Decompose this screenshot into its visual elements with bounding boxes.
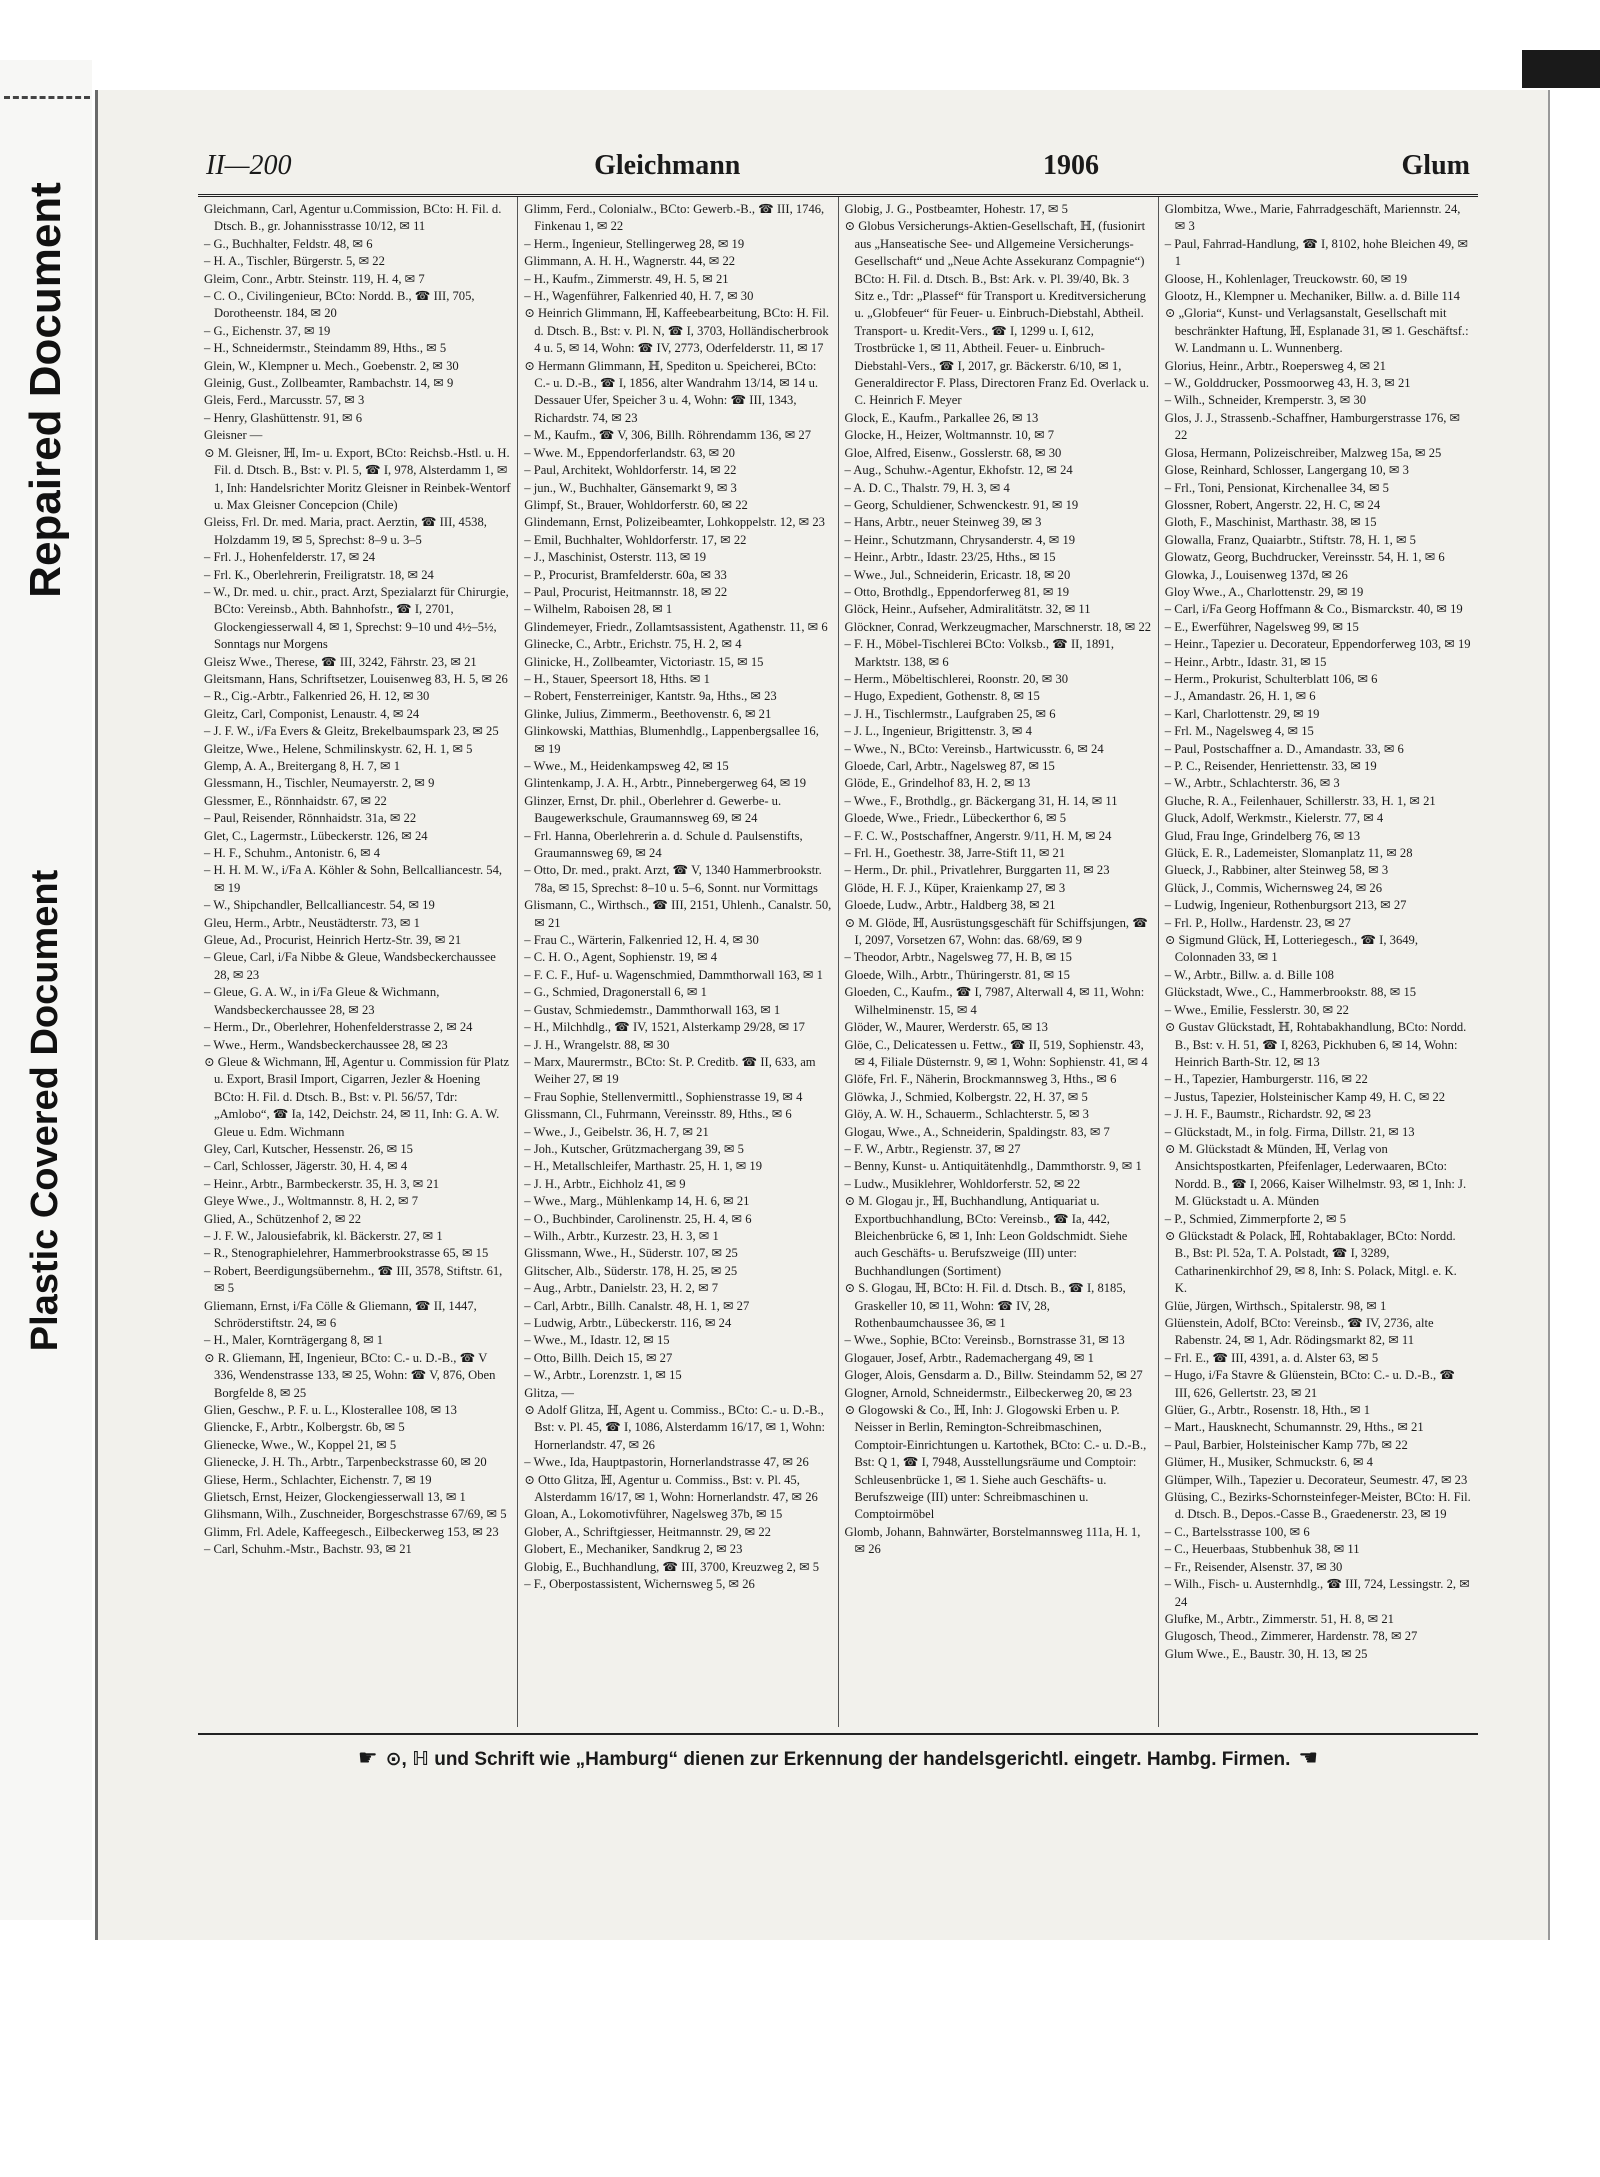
directory-entry: ⊙ Heinrich Glimmann, ℍ, Kaffeebearbeitung, BCto: H. Fil. d. Dtsch. B., Bst: v. Pl. N, ☎ I, 3703, Holländischerbrook 4 u. 5, ✉ 14, Wohn: ☎ IV, 2773, Oderfelderstr. 11, ✉ 17 (524, 306, 830, 356)
directory-entry: Gleitsmann, Hans, Schriftsetzer, Louisenweg 83, H. 5, ✉ 26 (204, 671, 508, 686)
directory-entry: Glombitza, Wwe., Marie, Fahrradgeschäft, Mariennstr. 24, ✉ 3 (1164, 202, 1461, 234)
directory-entry: Glet, C., Lagermstr., Lübeckerstr. 126, ✉ 24 (204, 828, 428, 843)
directory-entry: – W., Arbtr., Billw. a. d. Bille 108 (1164, 967, 1334, 982)
directory-entry: – Ludw., Musiklehrer, Wohldorferstr. 52, ✉ 22 (844, 1176, 1081, 1191)
directory-entry: ⊙ Glückstadt & Polack, ℍ, Rohtabaklager, BCto: Nordd. B., Bst: Pl. 52a, T. A. Polstadt, ☎ I, 3289, Catharinenkirchhof 29, ✉ 8, Inh: S. Polack, Mitgl. e. K. K. (1164, 1228, 1457, 1296)
directory-entry: Gluche, R. A., Feilenhauer, Schillerstr. 33, H. 1, ✉ 21 (1164, 793, 1436, 808)
directory-entry: – J. F. W., i/Fa Evers & Gleitz, Brekelbaumspark 23, ✉ 25 (204, 724, 499, 739)
header-left-word: Gleichmann (594, 150, 741, 181)
directory-entry: Glöfe, Frl. F., Näherin, Brockmannsweg 3, Hths., ✉ 6 (844, 1072, 1117, 1087)
directory-entry: Glindemann, Ernst, Polizeibeamter, Lohkoppelstr. 12, ✉ 23 (524, 515, 825, 530)
directory-entry: Glimmann, A. H. H., Wagnerstr. 44, ✉ 22 (524, 254, 736, 269)
directory-entry: – Herm., Ingenieur, Stellingerweg 28, ✉ 19 (524, 236, 745, 251)
directory-entry: Glück, E. R., Lademeister, Slomanplatz 11, ✉ 28 (1164, 846, 1413, 861)
directory-entry: – J. L., Ingenieur, Brigittenstr. 3, ✉ 4 (844, 724, 1032, 739)
directory-entry: – H. F., Schuhm., Antonistr. 6, ✉ 4 (204, 846, 381, 861)
directory-entry: Glossner, Robert, Angerstr. 22, H. C, ✉ 24 (1164, 497, 1381, 512)
directory-entry: Gleisner — (204, 428, 263, 443)
directory-entry: Glüe, Jürgen, Wirthsch., Spitalerstr. 98, ✉ 1 (1164, 1298, 1387, 1313)
directory-entry: – Gustav, Schmiedemstr., Dammthorwall 163, ✉ 1 (524, 1002, 781, 1017)
directory-entry: – Wwe., M., Heidenkampsweg 42, ✉ 15 (524, 759, 729, 773)
directory-entry: Glitscher, Alb., Süderstr. 178, H. 25, ✉ 25 (524, 1263, 738, 1278)
directory-entry: Gloede, Wwe., Friedr., Lübeckerthor 6, ✉ 5 (844, 811, 1067, 826)
directory-entry: – J. F. W., Jalousiefabrik, kl. Bäckerstr. 27, ✉ 1 (204, 1228, 443, 1243)
directory-entry: Glein, W., Klempner u. Mech., Goebenstr. 2, ✉ 30 (204, 358, 459, 373)
directory-entry: – Aug., Schuhw.-Agentur, Ekhofstr. 12, ✉ 24 (844, 463, 1073, 478)
directory-entry: Gloede, Wilh., Arbtr., Thüringerstr. 81, ✉ 15 (844, 967, 1070, 982)
directory-entry: Glomb, Johann, Bahnwärter, Borstelmannsweg 111a, H. 1, ✉ 26 (844, 1524, 1141, 1557)
plastic-covered-document-label: Plastic Covered Document (24, 869, 67, 1351)
directory-entry: – Mart., Hausknecht, Schumannstr. 29, Hths., ✉ 21 (1164, 1420, 1424, 1435)
directory-entry: – A. D. C., Thalstr. 79, H. 3, ✉ 4 (844, 480, 1010, 495)
directory-entry: – Paul, Fahrrad-Handlung, ☎ I, 8102, hohe Bleichen 49, ✉ 1 (1164, 236, 1468, 269)
directory-entry: ⊙ S. Glogau, ℍ, BCto: H. Fil. d. Dtsch. B., ☎ I, 8185, Graskeller 10, ✉ 11, Wohn: ☎ IV, 28, Rothenbaumchaussee 36, ✉ 1 (844, 1281, 1126, 1330)
directory-entry: – Carl, Arbtr., Billh. Canalstr. 48, H. 1, ✉ 27 (524, 1298, 750, 1313)
directory-entry: Glinke, Julius, Zimmerm., Beethovenstr. 6, ✉ 21 (524, 706, 772, 721)
directory-entry: Glimm, Ferd., Colonialw., BCto: Gewerb.-B., ☎ III, 1746, Finkenau 1, ✉ 22 (524, 202, 825, 234)
directory-entry: Gloy Wwe., A., Charlottenstr. 29, ✉ 19 (1164, 584, 1364, 599)
directory-entry: – Paul, Barbier, Holsteinischer Kamp 77b, ✉ 22 (1164, 1437, 1408, 1452)
directory-entry: – Wwe., N., BCto: Vereinsb., Hartwicusstr. 6, ✉ 24 (844, 741, 1104, 756)
directory-entry: Glüenstein, Adolf, BCto: Vereinsb., ☎ IV, 2736, alte Rabenstr. 24, ✉ 1, Adr. Rödingsmarkt 82, ✉ 11 (1164, 1316, 1434, 1348)
directory-entry: – Hans, Arbtr., neuer Steinweg 39, ✉ 3 (844, 515, 1042, 530)
directory-entry: – C., Bartelsstrasse 100, ✉ 6 (1164, 1524, 1310, 1539)
directory-entry: – Paul, Procurist, Heitmannstr. 18, ✉ 22 (524, 584, 728, 599)
directory-entry: Gloeden, C., Kaufm., ☎ I, 7987, Alterwall 4, ✉ 11, Wohn: Wilhelminenstr. 15, ✉ 4 (844, 985, 1145, 1017)
directory-entry: Glintenkamp, J. A. H., Arbtr., Pinnebergerweg 64, ✉ 19 (524, 776, 807, 791)
directory-entry: – H., Tapezier, Hamburgerstr. 116, ✉ 22 (1164, 1072, 1368, 1087)
directory-entry: – Carl, Schuhm.-Mstr., Bachstr. 93, ✉ 21 (204, 1542, 412, 1557)
directory-entry: Gleis, Ferd., Marcusstr. 57, ✉ 3 (204, 393, 365, 408)
directory-entry: Globig, E., Buchhandlung, ☎ III, 3700, Kreuzweg 2, ✉ 5 (524, 1559, 820, 1574)
directory-entry: Glied, A., Schützenhof 2, ✉ 22 (204, 1211, 362, 1226)
directory-entry: – Frau C., Wärterin, Falkenried 12, H. 4, ✉ 30 (524, 933, 759, 948)
directory-entry: – Ludwig, Arbtr., Lübeckerstr. 116, ✉ 24 (524, 1316, 732, 1330)
column-1 (198, 197, 518, 1727)
directory-entry: – Otto, Billh. Deich 15, ✉ 27 (524, 1350, 673, 1365)
pointing-hand-icon: ☚ (1298, 1745, 1319, 1770)
directory-entry: Gleue, Ad., Procurist, Heinrich Hertz-Str. 39, ✉ 21 (204, 933, 462, 948)
directory-entry: Glueck, J., Rabbiner, alter Steinweg 58, ✉ 3 (1164, 863, 1389, 878)
directory-entry: – C. H. O., Agent, Sophienstr. 19, ✉ 4 (524, 950, 718, 965)
directory-entry: Glootz, H., Klempner u. Mechaniker, Billw. a. d. Bille 114 (1164, 289, 1460, 304)
directory-entry: – Georg, Schuldiener, Schwenckestr. 91, ✉ 19 (844, 497, 1079, 512)
directory-entry: – P., Procurist, Bramfelderstr. 60a, ✉ 33 (524, 567, 727, 582)
directory-entry: ⊙ Globus Versicherungs-Aktien-Gesellschaft, ℍ, (fusionirt aus „Hanseatische See- und Allgemeine Versicherungs-Gesellschaft“ und „Neue Achte Assekuranz Compagnie“) BCto: H. Fil. d. Dtsch. B., Bst: Ark. v. Pl. 39/40, Bk. 3 Sitz e., Tdr: „Plassef“ für Transport u. Kreditversicherung u. „Globfeuer“ für Feuer- u. Einbruch-Diebstahl, Abtheil. Transport- u. Kredit-Vers., ☎ I, 1299 u. I, 612, Trostbrücke 1, ✉ 11, Abtheil. Feuer- u. Einbruch-Diebstahl-Vers., ☎ I, 2017, gr. Bäckerstr. 6/10, ✉ 1, Generaldirector F. Plass, Directoren Franz Ed. Overlack u. C. Heinrich F. Meyer (844, 219, 1149, 408)
directory-entry: – J. H., Tischlermstr., Laufgraben 25, ✉ 6 (844, 706, 1056, 721)
directory-entry: – Herm., Prokurist, Schulterblatt 106, ✉ 6 (1164, 671, 1378, 686)
directory-entry: Glessmann, H., Tischler, Neumayerstr. 2, ✉ 9 (204, 776, 435, 791)
directory-entry: Glosa, Hermann, Polizeischreiber, Malzweg 15a, ✉ 25 (1164, 445, 1442, 460)
directory-entry: Glum Wwe., E., Baustr. 30, H. 13, ✉ 25 (1164, 1646, 1368, 1661)
directory-entry: ⊙ R. Gliemann, ℍ, Ingenieur, BCto: C.- u. D.-B., ☎ V 336, Wendenstrasse 133, ✉ 25, Wohn: ☎ V, 876, Oben Borgfelde 8, ✉ 25 (204, 1350, 496, 1400)
directory-entry: ⊙ „Gloria“, Kunst- und Verlagsanstalt, Gesellschaft mit beschränkter Haftung, ℍ, Esplanade 31, ✉ 1. Geschäftsf.: W. Landmann u. L. Wunnenberg. (1164, 306, 1469, 356)
directory-entry: – Wwe., Ida, Hauptpastorin, Hornerlandstrasse 47, ✉ 26 (524, 1455, 809, 1470)
directory-entry: – C. O., Civilingenieur, BCto: Nordd. B., ☎ III, 705, Dorotheenstr. 184, ✉ 20 (204, 289, 475, 321)
directory-entry: – F. C. W., Postschaffner, Angerstr. 9/11, H. M, ✉ 24 (844, 828, 1112, 843)
directory-entry: – R., Stenographielehrer, Hammerbrookstrasse 65, ✉ 15 (204, 1246, 489, 1261)
directory-entry: Glufke, M., Arbtr., Zimmerstr. 51, H. 8, ✉ 21 (1164, 1611, 1394, 1626)
directory-entry: Glien, Geschw., P. F. u. L., Klosterallee 108, ✉ 13 (204, 1403, 457, 1418)
directory-entry: – Heinr., Arbtr., Barmbeckerstr. 35, H. 3, ✉ 21 (204, 1176, 440, 1191)
directory-entry: – P. C., Reisender, Henriettenstr. 33, ✉ 19 (1164, 759, 1377, 773)
directory-entry: – C., Heuerbaas, Stubbenhuk 38, ✉ 11 (1164, 1542, 1360, 1557)
directory-entry: – Emil, Buchhalter, Wohldorferstr. 17, ✉ 22 (524, 532, 747, 547)
directory-entry: – Glückstadt, M., in folg. Firma, Dillstr. 21, ✉ 13 (1164, 1124, 1415, 1139)
directory-entry: Globert, E., Mechaniker, Sandkrug 2, ✉ 23 (524, 1542, 743, 1557)
directory-entry: – W., Arbtr., Schlachterstr. 36, ✉ 3 (1164, 776, 1340, 791)
directory-entry: – Joh., Kutscher, Grützmachergang 39, ✉ 5 (524, 1141, 744, 1156)
directory-entry: – H. H. M. W., i/Fa A. Köhler & Sohn, Bellcalliancestr. 54, ✉ 19 (204, 863, 503, 895)
directory-entry: Glinicke, H., Zollbeamter, Victoriastr. 15, ✉ 15 (524, 654, 764, 669)
directory-entry: – Gleue, Carl, i/Fa Nibbe & Gleue, Wandsbeckerchaussee 28, ✉ 23 (204, 950, 496, 982)
directory-entry: – Wilh., Arbtr., Kurzestr. 23, H. 3, ✉ 1 (524, 1228, 719, 1243)
directory-entry: – Frl. J., Hohenfelderstr. 17, ✉ 24 (204, 550, 376, 565)
directory-entry: – R., Cig.-Arbtr., Falkenried 26, H. 12, ✉ 30 (204, 689, 430, 704)
directory-entry: Glietsch, Ernst, Heizer, Glockengiesserwall 13, ✉ 1 (204, 1490, 466, 1505)
directory-entry: – Frl. K., Oberlehrerin, Freiligratstr. 18, ✉ 24 (204, 567, 434, 582)
directory-entry: – Wwe., M., Idastr. 12, ✉ 15 (524, 1333, 670, 1348)
directory-entry: – W., Arbtr., Lorenzstr. 1, ✉ 15 (524, 1368, 682, 1383)
directory-entry: Glissmann, Wwe., H., Süderstr. 107, ✉ 25 (524, 1246, 738, 1261)
directory-entry: Glöde, H. F. J., Küper, Kraienkamp 27, ✉ 3 (844, 880, 1066, 895)
directory-entry: Glöde, E., Grindelhof 83, H. 2, ✉ 13 (844, 776, 1031, 791)
directory-entry: ⊙ Otto Glitza, ℍ, Agentur u. Commiss., Bst: v. Pl. 45, Alsterdamm 16/17, ✉ 1, Wohn: Hornerlandstr. 47, ✉ 26 (524, 1472, 818, 1505)
directory-entry: Glümer, H., Musiker, Schmuckstr. 6, ✉ 4 (1164, 1455, 1373, 1470)
directory-entry: ⊙ Sigmund Glück, ℍ, Lotteriegesch., ☎ I, 3649, Colonnaden 33, ✉ 1 (1164, 933, 1418, 965)
directory-entry: – H., Kaufm., Zimmerstr. 49, H. 5, ✉ 21 (524, 271, 729, 286)
directory-entry: – G., Eichenstr. 37, ✉ 19 (204, 323, 331, 338)
directory-entry: ⊙ Gustav Glückstadt, ℍ, Rohtabakhandlung, BCto: Nordd. B., Bst: v. H. 51, ☎ I, 8263, Pickhuben 6, ✉ 14, Wohn: Heinrich Barth-Str. 12, ✉ 13 (1164, 1020, 1467, 1069)
directory-entry: – H., Stauer, Speersort 18, Hths. ✉ 1 (524, 671, 710, 686)
directory-entry: – Wwe., Jul., Schneiderin, Ericastr. 18, ✉ 20 (844, 567, 1071, 582)
directory-entry: Glorius, Heinr., Arbtr., Roepersweg 4, ✉ 21 (1164, 358, 1386, 373)
directory-entry: – J. H., Wrangelstr. 88, ✉ 30 (524, 1037, 670, 1052)
directory-entry: – H., Metallschleifer, Marthastr. 25, H. 1, ✉ 19 (524, 1159, 762, 1174)
directory-entry: – J. H. F., Baumstr., Richardstr. 92, ✉ 23 (1164, 1107, 1371, 1122)
directory-entry: Gleitz, Carl, Componist, Lenaustr. 4, ✉ 24 (204, 706, 420, 721)
directory-entry: – Wwe., J., Geibelstr. 36, H. 7, ✉ 21 (524, 1124, 709, 1139)
directory-entry: Glinzer, Ernst, Dr. phil., Oberlehrer d. Gewerbe- u. Baugewerkschule, Graumannsweg 69, ✉ 24 (524, 793, 782, 826)
directory-entry: Glüer, G., Arbtr., Rosenstr. 18, Hth., ✉ 1 (1164, 1403, 1370, 1418)
directory-entry: Glocke, H., Heizer, Woltmannstr. 10, ✉ 7 (844, 428, 1055, 443)
directory-entry: – Wwe., Sophie, BCto: Vereinsb., Bornstrasse 31, ✉ 13 (844, 1333, 1125, 1348)
directory-entry: – Herm., Dr. phil., Privatlehrer, Burggarten 11, ✉ 23 (844, 863, 1110, 878)
directory-entry: – F. H., Möbel-Tischlerei BCto: Volksb., ☎ II, 1891, Marktstr. 138, ✉ 6 (844, 637, 1114, 669)
page-footer (198, 1733, 1478, 1771)
directory-entry: ⊙ M. Glückstadt & Münden, ℍ, Verlag von Ansichtspostkarten, Pfeifenlager, Lederwaaren, BCto: Nordd. B., ☎ I, 2066, Kaiser Wilhelmstr. 93, ✉ 1, Inh: J. M. Glückstadt u. A. Münden (1164, 1141, 1467, 1209)
directory-entry: – Carl, Schlosser, Jägerstr. 30, H. 4, ✉ 4 (204, 1159, 408, 1174)
directory-entry: – Frl. H., Goethestr. 38, Jarre-Stift 11, ✉ 21 (844, 846, 1066, 861)
directory-entry: Glinkowski, Matthias, Blumenhdlg., Lappenbergsallee 16, ✉ 19 (524, 724, 819, 756)
directory-entry: Glos, J. J., Strassenb.-Schaffner, Hamburgerstrasse 176, ✉ 22 (1164, 410, 1461, 443)
directory-entry: – F. W., Arbtr., Regienstr. 37, ✉ 27 (844, 1141, 1021, 1156)
directory-entry: Gleye Wwe., J., Woltmannstr. 8, H. 2, ✉ 7 (204, 1194, 419, 1209)
directory-entry: – W., Golddrucker, Possmoorweg 43, H. 3, ✉ 21 (1164, 376, 1411, 391)
directory-entry: ⊙ Adolf Glitza, ℍ, Agent u. Commiss., BCto: C.- u. D.-B., Bst: v. Pl. 45, ☎ I, 1086, Alsterdamm 16/17, ✉ 1, Wohn: Hornerlandstr. 47, ✉ 26 (524, 1403, 825, 1452)
black-tab-marker (1522, 50, 1600, 88)
directory-entry: Glock, E., Kaufm., Parkallee 26, ✉ 13 (844, 410, 1039, 425)
directory-entry: – Benny, Kunst- u. Antiquitätenhdlg., Dammthorstr. 9, ✉ 1 (844, 1159, 1142, 1174)
directory-entry: – H., Wagenführer, Falkenried 40, H. 7, ✉ 30 (524, 289, 754, 304)
directory-entry: – Henry, Glashüttenstr. 91, ✉ 6 (204, 410, 363, 425)
directory-entry: – Theodor, Arbtr., Nagelsweg 77, H. B, ✉ 15 (844, 950, 1072, 965)
directory-entry: Gliemann, Ernst, i/Fa Cölle & Gliemann, ☎ II, 1447, Schröderstiftstr. 24, ✉ 6 (204, 1298, 477, 1330)
page-header (198, 150, 1478, 197)
directory-entry: – Frau Sophie, Stellenvermittl., Sophienstrasse 19, ✉ 4 (524, 1089, 803, 1104)
directory-entry: Globig, J. G., Postbeamter, Hohestr. 17, ✉ 5 (844, 202, 1068, 216)
directory-entry: Glöe, C., Delicatessen u. Fettw., ☎ II, 519, Sophienstr. 43, ✉ 4, Filiale Düsternstr. 9, ✉ 1, Wohn: Sophienstr. 41, ✉ 4 (844, 1037, 1148, 1069)
directory-entry: – H., Maler, Kornträgergang 8, ✉ 1 (204, 1333, 384, 1348)
directory-entry: – Heinr., Schutzmann, Chrysanderstr. 4, ✉ 19 (844, 532, 1076, 547)
directory-entry: – G., Buchhalter, Feldstr. 48, ✉ 6 (204, 236, 373, 251)
directory-entry: – W., Dr. med. u. chir., pract. Arzt, Spezialarzt für Chirurgie, BCto: Vereinsb., Abth. Bahnhofstr., ☎ I, 2701, Glockengiesserwall 4, ✉ 1, Sprechst: 9–10 und 4½–5½, Sonntags nur Morgens (204, 584, 509, 652)
directory-entry: – O., Buchbinder, Carolinenstr. 25, H. 4, ✉ 6 (524, 1211, 752, 1226)
directory-entry: Glose, Reinhard, Schlosser, Langergang 10, ✉ 3 (1164, 463, 1409, 478)
directory-entry: Glück, J., Commis, Wichernsweg 24, ✉ 26 (1164, 880, 1382, 895)
column-4 (1159, 197, 1478, 1727)
directory-entry: – J. H., Arbtr., Eichholz 41, ✉ 9 (524, 1176, 686, 1191)
directory-entry: Glogner, Arnold, Schneidermstr., Eilbeckerweg 20, ✉ 23 (844, 1385, 1132, 1400)
directory-entry: – Otto, Brothdlg., Eppendorferweg 81, ✉ 19 (844, 584, 1070, 599)
directory-entry: Glober, A., Schriftgiesser, Heitmannstr. 29, ✉ 22 (524, 1524, 771, 1539)
directory-entry: Glückstadt, Wwe., C., Hammerbrookstr. 88, ✉ 15 (1164, 985, 1417, 1000)
directory-entry: – Paul, Postschaffner a. D., Amandastr. 33, ✉ 6 (1164, 741, 1404, 756)
directory-entry: – Wwe. M., Eppendorferlandstr. 63, ✉ 20 (524, 445, 735, 460)
directory-entry: ⊙ M. Glogau jr., ℍ, Buchhandlung, Antiquariat u. Exportbuchhandlung, BCto: Vereinsb., ☎ Ia, 442, Bleichenbrücke 6, ✉ 1, Inh: Leon Goldschmidt. Siehe auch Geschäfts- u. Berufszweige (III) unter: Buchhandlungen (Sortiment) (844, 1194, 1128, 1278)
directory-entry: Glugosch, Theod., Zimmerer, Hardenstr. 78, ✉ 27 (1164, 1629, 1418, 1644)
pointing-hand-icon: ☛ (357, 1745, 378, 1770)
directory-entry: – Frl., Toni, Pensionat, Kirchenallee 34, ✉ 5 (1164, 480, 1389, 495)
directory-entry: – F., Oberpostassistent, Wichernsweg 5, ✉ 26 (524, 1577, 755, 1592)
directory-entry: ⊙ Hermann Glimmann, ℍ, Spediton u. Speicherei, BCto: C.- u. D.-B., ☎ I, 1856, alter Wandrahm 13/14, ✉ 14 u. Dessauer Ufer, Speicher 3 u. 4, Wohn: ☎ III, 1343, Richardstr. 74, ✉ 23 (524, 358, 819, 425)
directory-entry: – Aug., Arbtr., Danielstr. 23, H. 2, ✉ 7 (524, 1281, 719, 1296)
directory-entry: – Frl. Hanna, Oberlehrerin a. d. Schule d. Paulsenstifts, Graumannsweg 69, ✉ 24 (524, 828, 803, 861)
directory-entry: Glowalla, Franz, Quaiarbtr., Stiftstr. 78, H. 1, ✉ 5 (1164, 532, 1416, 547)
directory-entry: – P., Schmied, Zimmerpforte 2, ✉ 5 (1164, 1211, 1346, 1226)
directory-entry: – Herm., Möbeltischlerei, Roonstr. 20, ✉ 30 (844, 671, 1069, 686)
directory-entry: – Wilhelm, Raboisen 28, ✉ 1 (524, 602, 673, 617)
directory-entry: Glienecke, J. H. Th., Arbtr., Tarpenbeckstrasse 60, ✉ 20 (204, 1455, 487, 1470)
directory-entry: – H. A., Tischler, Bürgerstr. 5, ✉ 22 (204, 254, 385, 269)
directory-entry: Glöwka, J., Schmied, Kolbergstr. 22, H. 37, ✉ 5 (844, 1089, 1088, 1104)
directory-entry: – Karl, Charlottenstr. 29, ✉ 19 (1164, 706, 1320, 721)
directory-entry: – Heinr., Arbtr., Idastr. 23/25, Hths., ✉ 15 (844, 550, 1056, 565)
directory-entry: ⊙ M. Gleisner, ℍ, Im- u. Export, BCto: Reichsb.-Hstl. u. H. Fil. d. Dtsch. B., Bst: v. Pl. 5, ☎ I, 978, Alsterdamm 1, ✉ 1, Inh: Handelsrichter Moritz Gleisner in Reinbek-Wentorf u. Max Gleisner Concepcion (Chile) (204, 445, 511, 512)
directory-entry: – Wilh., Fisch- u. Austernhdlg., ☎ III, 724, Lessingstr. 2, ✉ 24 (1164, 1577, 1470, 1609)
directory-entry: – M., Kaufm., ☎ V, 306, Billh. Röhrendamm 136, ✉ 27 (524, 428, 811, 443)
directory-entry: Gloede, Ludw., Arbtr., Haldberg 38, ✉ 21 (844, 898, 1056, 913)
directory-entry: Gleinig, Gust., Zollbeamter, Rambachstr. 14, ✉ 9 (204, 376, 454, 391)
directory-entry: Glihsmann, Wilh., Zuschneider, Borgeschstrasse 67/69, ✉ 5 (204, 1507, 507, 1522)
directory-page (95, 90, 1550, 1940)
directory-entry: ⊙ Gleue & Wichmann, ℍ, Agentur u. Commission für Platz u. Export, Brasil Import, Cigarren, Jezler & Hoening BCto: H. Fil. d. Dtsch. B., Bst: v. Pl. 56/57, Tdr: „Amlobo“, ☎ Ia, 142, Deichstr. 24, ✉ 11, Inh: G. A. W. Gleue u. Edm. Wichmann (204, 1054, 510, 1139)
directory-entry: – Frl. M., Nagelsweg 4, ✉ 15 (1164, 724, 1314, 739)
directory-entry: Glogau, Wwe., A., Schneiderin, Spaldingstr. 83, ✉ 7 (844, 1124, 1110, 1139)
directory-entry: – J., Maschinist, Osterstr. 113, ✉ 19 (524, 550, 707, 565)
column-3 (839, 197, 1159, 1727)
directory-entry: Gleim, Conr., Arbtr. Steinstr. 119, H. 4, ✉ 7 (204, 271, 425, 286)
directory-entry: Gliencke, F., Arbtr., Kolbergstr. 6b, ✉ 5 (204, 1420, 405, 1435)
directory-entry: – Paul, Architekt, Wohldorferstr. 14, ✉ 22 (524, 463, 737, 478)
directory-entry: – H., Schneidermstr., Steindamm 89, Hths., ✉ 5 (204, 341, 447, 356)
directory-entry: Glöy, A. W. H., Schauerm., Schlachterstr. 5, ✉ 3 (844, 1107, 1089, 1122)
directory-entry: – Wwe., Herm., Wandsbeckerchaussee 28, ✉ 23 (204, 1037, 448, 1052)
directory-entry: Glismann, C., Wirthsch., ☎ III, 2151, Uhlenh., Canalstr. 50, ✉ 21 (524, 898, 832, 930)
directory-entry: Gloose, H., Kohlenlager, Treuckowstr. 60, ✉ 19 (1164, 271, 1408, 286)
directory-entry: ⊙ M. Glöde, ℍ, Ausrüstungsgeschäft für Schiffsjungen, ☎ I, 2097, Vorsetzen 67, Wohn: das. 68/69, ✉ 9 (844, 915, 1148, 948)
directory-entry: Gley, Carl, Kutscher, Hessenstr. 26, ✉ 15 (204, 1141, 413, 1156)
directory-entry: – Ludwig, Ingenieur, Rothenburgsort 213, ✉ 27 (1164, 898, 1407, 913)
directory-entry: Gleiss, Frl. Dr. med. Maria, pract. Aerztin, ☎ III, 4538, Holzdamm 19, ✉ 5, Sprechst: 8–9 u. 3–5 (204, 515, 487, 547)
directory-entry: Gleu, Herm., Arbtr., Neustädterstr. 73, ✉ 1 (204, 915, 420, 930)
directory-entry: Glowatz, Georg, Buchdrucker, Vereinsstr. 54, H. 1, ✉ 6 (1164, 550, 1445, 565)
directory-entry: – Wwe., F., Brothdlg., gr. Bäckergang 31, H. 14, ✉ 11 (844, 793, 1118, 808)
directory-entry: – Wwe., Marg., Mühlenkamp 14, H. 6, ✉ 21 (524, 1194, 750, 1209)
directory-entry: – Frl. E., ☎ III, 4391, a. d. Alster 63, ✉ 5 (1164, 1350, 1379, 1365)
page-number: II—200 (206, 150, 292, 181)
directory-entry: Glindemeyer, Friedr., Zollamtsassistent, Agathenstr. 11, ✉ 6 (524, 619, 828, 634)
directory-entry: – Wilh., Schneider, Kremperstr. 3, ✉ 30 (1164, 393, 1367, 408)
header-right-word: Glum (1401, 150, 1470, 181)
column-2 (518, 197, 838, 1727)
directory-entry: – W., Shipchandler, Bellcalliancestr. 54, ✉ 19 (204, 898, 435, 913)
directory-entry: – Fr., Reisender, Alsenstr. 37, ✉ 30 (1164, 1559, 1343, 1574)
directory-entry: – jun., W., Buchhalter, Gänsemarkt 9, ✉ 3 (524, 480, 737, 495)
directory-entry: Glitza, — (524, 1385, 574, 1400)
directory-entry: – E., Ewerführer, Nagelsweg 99, ✉ 15 (1164, 619, 1359, 634)
directory-entry: – Wwe., Emilie, Fesslerstr. 30, ✉ 22 (1164, 1002, 1349, 1017)
directory-entry: Gluck, Adolf, Werkmstr., Kielerstr. 77, ✉ 4 (1164, 811, 1384, 826)
directory-entry: – Frl. P., Hollw., Hardenstr. 23, ✉ 27 (1164, 915, 1351, 930)
directory-entry: Gloth, F., Maschinist, Marthastr. 38, ✉ 15 (1164, 515, 1377, 530)
directory-entry: Glöck, Heinr., Aufseher, Admiralitätstr. 32, ✉ 11 (844, 602, 1091, 617)
directory-entry: – Otto, Dr. med., prakt. Arzt, ☎ V, 1340 Hammerbrookstr. 78a, ✉ 15, Sprechst: 8–10 u. 5–6, Sonnt. nur Vormittags (524, 863, 822, 895)
directory-entry: Glöder, W., Maurer, Werderstr. 65, ✉ 13 (844, 1020, 1048, 1035)
directory-entry: – Carl, i/Fa Georg Hoffmann & Co., Bismarckstr. 40, ✉ 19 (1164, 602, 1463, 617)
directory-entry: Glimpf, St., Brauer, Wohldorferstr. 60, ✉ 22 (524, 497, 748, 512)
directory-entry: Glüsing, C., Bezirks-Schornsteinfeger-Meister, BCto: H. Fil. d. Dtsch. B., Depos.-Casse B., Graedenerstr. 23, ✉ 19 (1164, 1490, 1471, 1522)
directory-entry: – Herm., Dr., Oberlehrer, Hohenfelderstrasse 2, ✉ 24 (204, 1020, 473, 1035)
directory-entry: – Justus, Tapezier, Holsteinischer Kamp 49, H. C, ✉ 22 (1164, 1089, 1446, 1104)
dashed-divider (4, 96, 90, 99)
header-year: 1906 (1042, 150, 1099, 181)
directory-entry: – Heinr., Tapezier u. Decorateur, Eppendorferweg 103, ✉ 19 (1164, 637, 1471, 652)
directory-entry: – Gleue, G. A. W., in i/Fa Gleue & Wichmann, Wandsbeckerchaussee 28, ✉ 23 (204, 985, 440, 1017)
directory-entry: – J., Amandastr. 26, H. 1, ✉ 6 (1164, 689, 1316, 704)
directory-entry: – Heinr., Arbtr., Idastr. 31, ✉ 15 (1164, 654, 1327, 669)
directory-entry: – Hugo, Expedient, Gothenstr. 8, ✉ 15 (844, 689, 1040, 704)
repaired-document-label: Repaired Document (21, 182, 71, 598)
directory-entry: Glemp, A. A., Breitergang 8, H. 7, ✉ 1 (204, 759, 401, 773)
entry-columns (198, 197, 1478, 1727)
footer-note: ⊙, ℍ und Schrift wie „Hamburg“ dienen zur Erkennung der handelsgerichtl. eingetr. Hambg. Firmen. (385, 1749, 1291, 1770)
directory-entry: – F. C. F., Huf- u. Wagenschmied, Dammthorwall 163, ✉ 1 (524, 967, 823, 982)
directory-entry: Glienecke, Wwe., W., Koppel 21, ✉ 5 (204, 1437, 397, 1452)
directory-entry: Gliese, Herm., Schlachter, Eichenstr. 7, ✉ 19 (204, 1472, 432, 1487)
directory-entry: Glöckner, Conrad, Werkzeugmacher, Marschnerstr. 18, ✉ 22 (844, 619, 1152, 634)
directory-entry: Glogauer, Josef, Arbtr., Rademachergang 49, ✉ 1 (844, 1350, 1094, 1365)
directory-entry: ⊙ Glogowski & Co., ℍ, Inh: J. Glogowski Erben u. P. Neisser in Berlin, Remington-Schreibmaschinen, Comptoir-Einrichtungen u. Kartothek, BCto: C.- u. D.-B., Bst: Q 1, ☎ I, 7948, Ausstellungsräume und Comptoir: Schleusenbrücke 1, ✉ 1. Siehe auch Geschäfts- u. Berufszweige (III) unter: Schreibmaschinen u. Comptoirmöbel (844, 1403, 1147, 1522)
directory-entry: Glud, Frau Inge, Grindelberg 76, ✉ 13 (1164, 828, 1361, 843)
directory-entry: Gloede, Carl, Arbtr., Nagelsweg 87, ✉ 15 (844, 759, 1055, 773)
directory-entry: Gleitze, Wwe., Helene, Schmilinskystr. 62, H. 1, ✉ 5 (204, 741, 473, 756)
directory-entry: – Marx, Maurermstr., BCto: St. P. Creditb. ☎ II, 633, am Weiher 27, ✉ 19 (524, 1054, 816, 1087)
directory-entry: – G., Schmied, Dragonerstall 6, ✉ 1 (524, 985, 707, 1000)
directory-entry: – H., Milchhdlg., ☎ IV, 1521, Alsterkamp 29/28, ✉ 17 (524, 1020, 805, 1035)
directory-entry: Gloger, Alois, Gensdarm a. D., Billw. Steindamm 52, ✉ 27 (844, 1368, 1143, 1383)
directory-entry: Gleichmann, Carl, Agentur u.Commission, BCto: H. Fil. d. Dtsch. B., gr. Johannisstrasse 10/12, ✉ 11 (204, 202, 502, 234)
directory-entry: Glimm, Frl. Adele, Kaffeegesch., Eilbeckerweg 153, ✉ 23 (204, 1524, 499, 1539)
directory-entry: Gleisz Wwe., Therese, ☎ III, 3242, Fährstr. 23, ✉ 21 (204, 654, 477, 669)
directory-entry: Gloan, A., Lokomotivführer, Nagelsweg 37b, ✉ 15 (524, 1507, 783, 1522)
directory-entry: Gloe, Alfred, Eisenw., Gosslerstr. 68, ✉ 30 (844, 445, 1062, 460)
directory-entry: Glowka, J., Louisenweg 137d, ✉ 26 (1164, 567, 1348, 582)
directory-entry: Glinecke, C., Arbtr., Erichstr. 75, H. 2, ✉ 4 (524, 637, 742, 652)
directory-entry: Glessmer, E., Rönnhaidstr. 67, ✉ 22 (204, 793, 387, 808)
directory-entry: Glissmann, Cl., Fuhrmann, Vereinsstr. 89, Hths., ✉ 6 (524, 1107, 792, 1122)
directory-entry: – Robert, Fensterreiniger, Kantstr. 9a, Hths., ✉ 23 (524, 689, 777, 704)
directory-entry: Glümper, Wilh., Tapezier u. Decorateur, Seumestr. 47, ✉ 23 (1164, 1472, 1468, 1487)
directory-entry: – Robert, Beerdigungsübernehm., ☎ III, 3578, Stiftstr. 61, ✉ 5 (204, 1263, 503, 1296)
directory-entry: – Hugo, i/Fa Stavre & Glüenstein, BCto: C.- u. D.-B., ☎ III, 626, Gellertstr. 23, ✉ 21 (1164, 1368, 1456, 1400)
directory-entry: – Paul, Reisender, Rönnhaidstr. 31a, ✉ 22 (204, 811, 417, 826)
